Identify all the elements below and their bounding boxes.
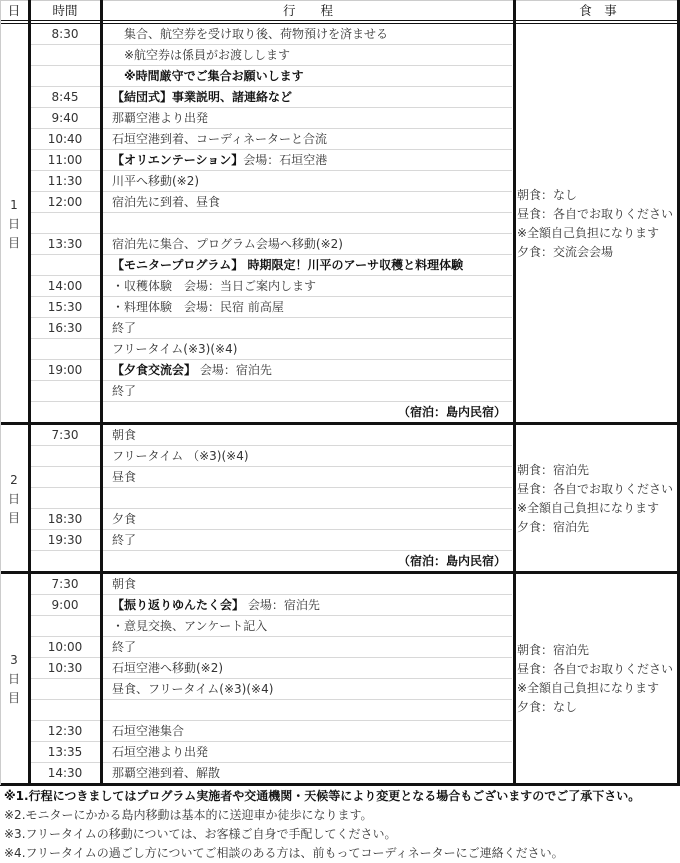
day-label (0, 651, 28, 708)
activity-cell: 終了 (112, 384, 137, 398)
activity-cell: ※時間厳守でご集合お願いします (112, 69, 304, 83)
time-cell: 12:30 (47, 724, 83, 738)
time-cell: 10:00 (47, 640, 83, 654)
activity-cell: 終了 (112, 321, 137, 335)
activity-cell: 宿泊先に到着、昼食 (112, 195, 221, 209)
meals-cell (517, 641, 677, 717)
day-label (0, 471, 28, 528)
time-cell: 9:00 (51, 598, 79, 612)
day-label-char: 目 (7, 691, 20, 705)
activity-cell: 【夕食交流会】 会場：宿泊先 (112, 363, 272, 377)
day-label-char: 3 (10, 653, 18, 667)
day-label-char: 日 (7, 216, 20, 231)
activity-cell: フリータイム （※3)(※4) (112, 449, 249, 463)
time-cell: 13:30 (47, 237, 83, 251)
column-border (513, 0, 516, 785)
footnote: ※2.モニターにかかる島内移動は基本的に送迎車か徒歩になります。 (4, 808, 373, 822)
time-cell: 9:40 (51, 111, 79, 125)
time-cell: 11:00 (47, 153, 83, 167)
day-label-char: 日 (7, 672, 20, 686)
time-cell: 7:30 (51, 428, 79, 442)
meal-line: 夕食：宿泊先 (517, 519, 590, 534)
meals-cell (517, 186, 677, 262)
activity-cell: 那覇空港到着、解散 (112, 766, 221, 780)
footnote: ※3.フリータイムの移動については、お客様ご自身で手配してください。 (4, 827, 397, 841)
time-cell: 13:35 (47, 745, 83, 759)
activity-cell: 石垣空港集合 (112, 724, 185, 738)
column-border (100, 0, 103, 785)
activity-cell: ・意見交換、アンケート記入 (112, 619, 268, 633)
activity-cell: 【結団式】事業説明、諸連絡など (112, 90, 293, 104)
meal-line: ※全額自己負担になります (517, 225, 660, 240)
activity-cell: 石垣空港到着、コーディネーターと合流 (112, 132, 328, 146)
meal-line: 朝食：宿泊先 (517, 462, 590, 477)
activity-cell: ・収穫体験 会場：当日ご案内します (112, 279, 317, 293)
activity-cell: 終了 (112, 640, 137, 654)
day-label-char: 1 (10, 197, 18, 212)
activity-cell: （宿泊：島内民宿） (397, 405, 506, 419)
time-cell: 14:30 (47, 766, 83, 780)
time-cell: 16:30 (47, 321, 83, 335)
day-label-char: 目 (7, 510, 20, 525)
activity-cell: 那覇空港より出発 (112, 111, 209, 125)
time-cell: 19:30 (47, 533, 83, 547)
time-cell: 18:30 (47, 512, 83, 526)
meal-line: 昼食：各自でお取りください (517, 662, 674, 676)
activity-cell: ・料理体験 会場：民宿 前高屋 (112, 300, 284, 314)
column-border (28, 0, 31, 785)
time-cell: 11:30 (47, 174, 83, 188)
meal-line: 夕食：なし (517, 700, 578, 714)
meal-line: ※全額自己負担になります (517, 500, 660, 515)
activity-cell: 石垣空港へ移動(※2) (112, 661, 224, 675)
activity-cell: フリータイム(※3)(※4) (112, 342, 238, 356)
activity-cell: 宿泊先に集合、プログラム会場へ移動(※2) (112, 237, 343, 251)
meal-line: 昼食：各自でお取りください (517, 206, 674, 221)
activity-cell: 夕食 (112, 512, 137, 526)
footnote: ※1.行程につきましてはプログラム実施者や交通機関・天候等により変更となる場合もございますのでご了承下さい。 (4, 789, 641, 803)
time-cell: 15:30 (47, 300, 83, 314)
activity-cell: 石垣空港より出発 (112, 745, 209, 759)
time-cell: 12:00 (47, 195, 83, 209)
header-meals: 食 事 (579, 3, 617, 18)
meal-line: 夕食：交流会会場 (517, 244, 614, 259)
meal-line: 昼食：各自でお取りください (517, 481, 674, 496)
activity-cell: 【モニタープログラム】 時期限定！川平のアーサ収穫と料理体験 (112, 258, 464, 272)
time-cell: 8:30 (51, 27, 79, 41)
day-label-char: 目 (7, 235, 20, 250)
time-cell: 10:30 (47, 661, 83, 675)
day-label-char: 2 (10, 472, 18, 487)
header-day: 日 (7, 3, 21, 18)
time-cell: 14:00 (47, 279, 83, 293)
activity-cell: 終了 (112, 533, 137, 547)
meals-cell (517, 461, 677, 537)
activity-cell: 朝食 (112, 577, 137, 591)
time-cell: 19:00 (47, 363, 83, 377)
meal-line: 朝食：なし (517, 187, 578, 202)
time-cell: 8:45 (51, 90, 79, 104)
header-time: 時間 (52, 3, 78, 18)
time-cell: 7:30 (51, 577, 79, 591)
activity-cell: 集合、航空券を受け取り後、荷物預けを済ませる (112, 27, 389, 41)
day-label (0, 196, 28, 253)
meal-line: ※全額自己負担になります (517, 681, 660, 695)
activity-cell: （宿泊：島内民宿） (397, 554, 506, 568)
footnote: ※4.フリータイムの過ごし方についてご相談のある方は、前もってコーディネーターにご連絡ください。 (4, 846, 564, 860)
activity-cell: 昼食 (112, 470, 137, 484)
activity-cell: 【オリエンテーション】会場：石垣空港 (112, 153, 328, 167)
activity-cell: 朝食 (112, 428, 137, 442)
footnotes (4, 787, 680, 863)
activity-cell: 川平へ移動(※2) (112, 174, 200, 188)
day-label-char: 日 (7, 491, 20, 506)
activity-cell: ※航空券は係員がお渡しします (112, 48, 291, 62)
meal-line: 朝食：宿泊先 (517, 643, 590, 657)
header-itinerary: 行 程 (282, 3, 333, 18)
left-border (0, 0, 1, 785)
activity-cell: 【振り返りゆんたく会】 会場：宿泊先 (112, 598, 320, 612)
time-cell: 10:40 (47, 132, 83, 146)
activity-cell: 昼食、フリータイム(※3)(※4) (112, 682, 274, 696)
